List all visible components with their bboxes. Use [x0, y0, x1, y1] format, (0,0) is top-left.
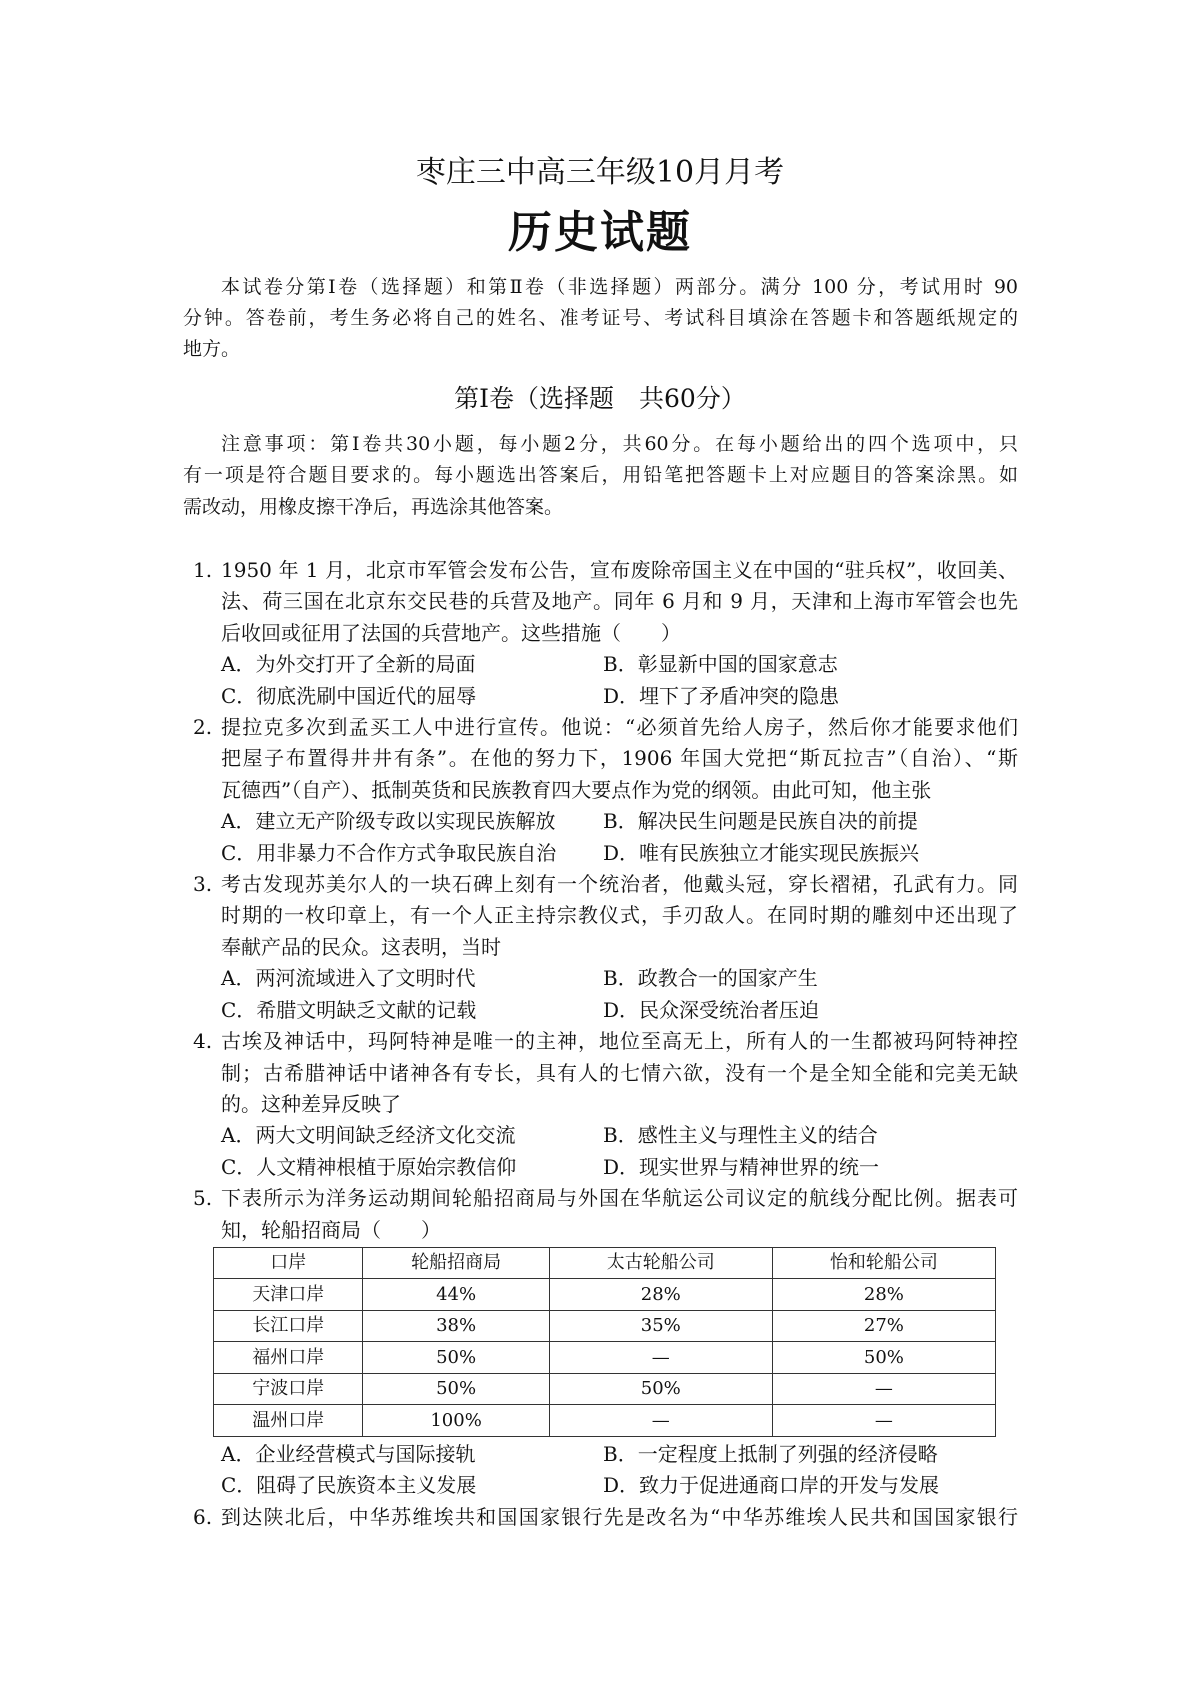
intro-paragraph	[183, 272, 1018, 365]
question-stem-line	[193, 586, 1018, 617]
options-row	[193, 1120, 1018, 1151]
table-cell: 宁波口岸	[214, 1373, 363, 1405]
table-cell: 50%	[363, 1342, 549, 1374]
question-text: 到达陕北后，中华苏维埃共和国国家银行先是改名为“中华苏维埃人民共和国国家银行	[221, 1504, 1018, 1529]
answer-option: B．解决民生问题是民族自决的前提	[603, 809, 918, 834]
answer-option: C．阻碍了民族资本主义发展	[221, 1473, 477, 1498]
question-number: 4.	[193, 1029, 213, 1054]
table-cell: 100%	[363, 1405, 549, 1437]
question-stem-line	[193, 712, 1018, 743]
question-stem-line	[193, 1058, 1018, 1089]
section-title: 第Ⅰ卷（选择题 共60分）	[454, 384, 746, 413]
question-text: 1950 年 1 月，北京市军管会发布公告，宣布废除帝国主义在中国的“驻兵权”，收回美、	[221, 558, 1018, 582]
table-cell: 35%	[549, 1310, 772, 1342]
table-cell: 50%	[772, 1342, 995, 1374]
table-row	[214, 1342, 996, 1374]
question-text: 的。这种差异反映了	[221, 1091, 401, 1116]
question-stem-line	[193, 775, 1018, 806]
question-stem-line	[193, 555, 1018, 586]
notice-paragraph	[183, 429, 1018, 523]
question-stem-line	[193, 1502, 1018, 1533]
question-text: 后收回或征用了法国的兵营地产。这些措施（ ）	[221, 620, 681, 645]
table-header-cell: 太古轮船公司	[549, 1247, 772, 1279]
question-text: 知，轮船招商局（ ）	[221, 1217, 441, 1242]
answer-option: A．企业经营模式与国际接轨	[221, 1441, 476, 1466]
question	[193, 555, 1018, 712]
table-cell: —	[772, 1405, 995, 1437]
answer-option: C．希腊文明缺乏文献的记载	[221, 997, 477, 1022]
table-cell: 50%	[549, 1373, 772, 1405]
answer-option: D．唯有民族独立才能实现民族振兴	[603, 840, 920, 865]
table-cell: 27%	[772, 1310, 995, 1342]
table-row	[214, 1279, 996, 1311]
question-stem-line	[193, 1215, 1018, 1246]
table-cell: —	[549, 1342, 772, 1374]
table-row	[214, 1405, 996, 1437]
question-text: 瓦德西”（自产）、抵制英货和民族教育四大要点作为党的纲领。由此可知，他主张	[221, 777, 932, 802]
answer-option: A．两河流域进入了文明时代	[221, 966, 476, 991]
paragraph-line: 需改动，用橡皮擦干净后，再选涂其他答案。	[183, 495, 564, 518]
paragraph-line: 本试卷分第Ⅰ卷（选择题）和第Ⅱ卷（非选择题）两部分。满分 100 分，考试用时 90	[221, 276, 1018, 298]
question-text: 提拉克多次到孟买工人中进行宣传。他说：“必须首先给人房子，然后你才能要求他们	[221, 715, 1018, 740]
table-cell: —	[772, 1373, 995, 1405]
answer-option: C．人文精神根植于原始宗教信仰	[221, 1154, 517, 1179]
question-stem-line	[193, 1089, 1018, 1120]
table-cell: 28%	[772, 1279, 995, 1311]
table-cell: 50%	[363, 1373, 549, 1405]
table-header-cell: 怡和轮船公司	[772, 1247, 995, 1279]
question-number: 2.	[193, 715, 213, 740]
question-text: 下表所示为洋务运动期间轮船招商局与外国在华航运公司议定的航线分配比例。据表可	[221, 1186, 1018, 1211]
question-number: 5.	[193, 1186, 213, 1211]
answer-option: A．两大文明间缺乏经济文化交流	[221, 1123, 516, 1148]
data-table	[213, 1247, 996, 1437]
question	[193, 712, 1018, 869]
question-stem-line	[193, 743, 1018, 774]
question	[193, 1183, 1018, 1502]
answer-option: C．用非暴力不合作方式争取民族自治	[221, 840, 557, 865]
question	[193, 869, 1018, 1026]
table-cell: 天津口岸	[214, 1279, 363, 1311]
options-row	[193, 1152, 1018, 1183]
paragraph-line: 注意事项：第Ⅰ卷共30小题，每小题2分，共60分。在每小题给出的四个选项中，只	[221, 433, 1018, 455]
table-row	[214, 1373, 996, 1405]
options-row	[193, 806, 1018, 837]
table-cell: 44%	[363, 1279, 549, 1311]
question	[193, 1026, 1018, 1183]
table-header-cell: 轮船招商局	[363, 1247, 549, 1279]
question-stem-line	[193, 1183, 1018, 1214]
answer-option: D．现实世界与精神世界的统一	[603, 1154, 880, 1179]
table-cell: 38%	[363, 1310, 549, 1342]
question-text: 把屋子布置得井井有条”。在他的努力下，1906 年国大党把“斯瓦拉吉”（自治）、“斯	[221, 746, 1018, 771]
options-row	[193, 1439, 1018, 1470]
question-stem-line	[193, 618, 1018, 649]
table-header-row	[214, 1247, 996, 1279]
question-list	[193, 555, 1018, 1533]
table-cell: —	[549, 1405, 772, 1437]
options-row	[193, 838, 1018, 869]
options-row	[193, 1470, 1018, 1501]
table-cell: 长江口岸	[214, 1310, 363, 1342]
answer-option: D．致力于促进通商口岸的开发与发展	[603, 1473, 940, 1498]
question-number: 1.	[193, 558, 213, 582]
question-text: 奉献产品的民众。这表明，当时	[221, 934, 501, 959]
table-cell: 28%	[549, 1279, 772, 1311]
options-row	[193, 681, 1018, 712]
table-cell: 福州口岸	[214, 1342, 363, 1374]
answer-option: A．建立无产阶级专政以实现民族解放	[221, 809, 556, 834]
question-text: 法、荷三国在北京东交民巷的兵营及地产。同年 6 月和 9 月，天津和上海市军管会也先	[221, 589, 1018, 614]
answer-option: B．一定程度上抵制了列强的经济侵略	[603, 1441, 938, 1466]
options-row	[193, 963, 1018, 994]
paragraph-line: 有一项是符合题目要求的。每小题选出答案后，用铅笔把答题卡上对应题目的答案涂黑。如	[183, 464, 1018, 487]
question-text: 时期的一枚印章上，有一个人正主持宗教仪式，手刃敌人。在同时期的雕刻中还出现了	[221, 903, 1018, 928]
question-text: 制；古希腊神话中诸神各有专长，具有人的七情六欲，没有一个是全知全能和完美无缺	[221, 1060, 1018, 1085]
answer-option: A．为外交打开了全新的局面	[221, 652, 476, 677]
options-row	[193, 995, 1018, 1026]
options-row	[193, 649, 1018, 680]
question-text: 考古发现苏美尔人的一块石碑上刻有一个统治者，他戴头冠，穿长褶裙，孔武有力。同	[221, 872, 1018, 897]
paragraph-line: 分钟。答卷前，考生务必将自己的姓名、准考证号、考试科目填涂在答题卡和答题纸规定的	[183, 307, 1018, 329]
question-stem-line	[193, 869, 1018, 900]
question-stem-line	[193, 1026, 1018, 1057]
question	[193, 1502, 1018, 1533]
table-row	[214, 1310, 996, 1342]
answer-option: B．政教合一的国家产生	[603, 966, 818, 991]
question-number: 3.	[193, 872, 213, 897]
exam-title: 枣庄三中高三年级10月月考	[415, 155, 785, 190]
exam-subject-title: 历史试题	[508, 207, 692, 258]
table-cell: 温州口岸	[214, 1405, 363, 1437]
answer-option: B．彰显新中国的国家意志	[603, 652, 838, 677]
question-stem-line	[193, 932, 1018, 963]
question-number: 6.	[193, 1504, 213, 1529]
question-text: 古埃及神话中，玛阿特神是唯一的主神，地位至高无上，所有人的一生都被玛阿特神控	[221, 1029, 1018, 1054]
question-stem-line	[193, 900, 1018, 931]
answer-option: C．彻底洗刷中国近代的屈辱	[221, 683, 477, 708]
answer-option: B．感性主义与理性主义的结合	[603, 1123, 878, 1148]
table-header-cell: 口岸	[214, 1247, 363, 1279]
paragraph-line: 地方。	[183, 338, 241, 360]
answer-option: D．埋下了矛盾冲突的隐患	[603, 683, 840, 708]
answer-option: D．民众深受统治者压迫	[603, 997, 820, 1022]
